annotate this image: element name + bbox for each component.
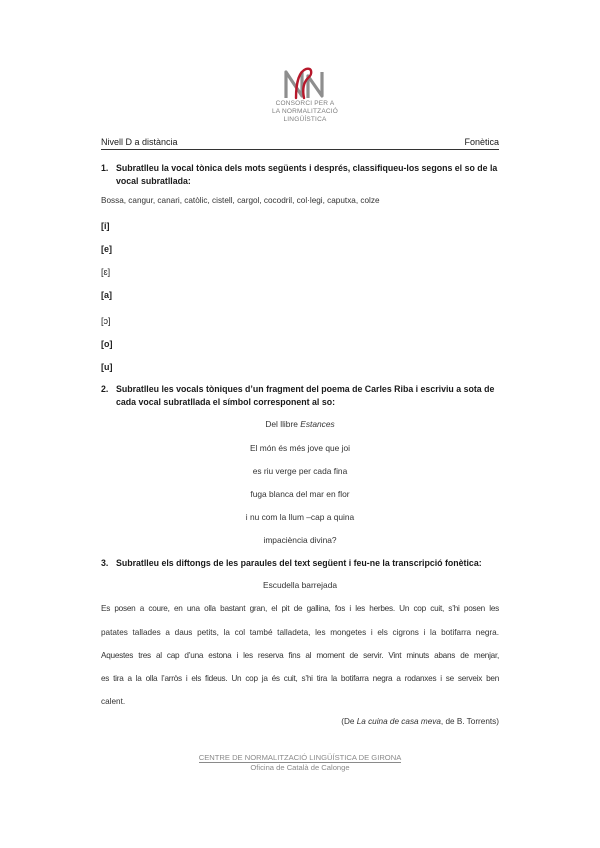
source-book-title: La cuina de casa meva bbox=[356, 717, 441, 726]
question-1-number: 1. bbox=[101, 163, 109, 173]
poem-line: i nu com la llum –cap a quina bbox=[245, 512, 355, 522]
recipe-paragraph-line: calent. bbox=[101, 697, 126, 706]
document-header bbox=[101, 137, 499, 149]
ipa-symbol-a: [a] bbox=[101, 290, 112, 300]
subject-label: Fonètica bbox=[464, 137, 499, 147]
consorci-logo bbox=[260, 66, 350, 136]
poem-title-book: Estances bbox=[300, 419, 335, 429]
question-3-text: Subratlleu els diftongs de les paraules del text següent i feu-ne la transcripció fonètica: bbox=[116, 558, 482, 568]
question-2-text: Subratlleu les vocals tòniques d’un fragment del poema de Carles Riba i escriviu a sota de cada vocal subratllada el símbol corresponent al so: bbox=[116, 384, 495, 407]
header-divider bbox=[101, 149, 499, 150]
poem-line: El món és més jove que joi bbox=[249, 443, 351, 453]
question-1 bbox=[101, 162, 499, 188]
footer-office: Oficina de Català de Calonge bbox=[250, 763, 350, 772]
question-3 bbox=[101, 557, 499, 570]
recipe-paragraph-line: Aquestes tres al cap d’una estona i les reserva fins al moment de servir. Vint minuts abans de menjar, bbox=[101, 651, 499, 660]
ipa-symbol-open-o: [ɔ] bbox=[101, 316, 111, 326]
poem-title-prefix: Del llibre bbox=[265, 419, 301, 429]
cpnl-logo-icon bbox=[282, 66, 328, 100]
question-3-number: 3. bbox=[101, 558, 109, 568]
source-author: , de B. Torrents) bbox=[440, 717, 499, 726]
ipa-symbol-u: [u] bbox=[101, 362, 113, 372]
recipe-source bbox=[341, 717, 499, 726]
poem-line: es riu verge per cada fina bbox=[252, 466, 348, 476]
logo-text-line-1: CONSORCI PER A bbox=[275, 100, 335, 107]
recipe-paragraph-line: Es posen a coure, en una olla bastant gran, el pit de gallina, fos i les herbes. Un cop cuit, s’hi posen les bbox=[101, 604, 499, 613]
ipa-symbol-open-e: [ɛ] bbox=[101, 267, 111, 277]
recipe-paragraph-line: patates tallades a daus petits, la col també talladeta, les mongetes i els cigrons i la botifarra negra. bbox=[101, 628, 499, 637]
ipa-symbol-i: [i] bbox=[101, 221, 110, 231]
word-list: Bossa, cangur, canari, catòlic, cistell, cargol, cocodril, col·legi, caputxa, colze bbox=[101, 196, 380, 205]
ipa-symbol-e: [e] bbox=[101, 244, 112, 254]
recipe-title: Escudella barrejada bbox=[262, 580, 338, 590]
poem-line: impaciència divina? bbox=[263, 535, 337, 545]
question-1-text: Subratlleu la vocal tònica dels mots següents i després, classifiqueu-los segons el so de la vocal subratllada: bbox=[116, 163, 498, 186]
source-prefix: (De bbox=[341, 717, 357, 726]
logo-text-line-3: LINGÜÍSTICA bbox=[283, 116, 327, 123]
footer-centre bbox=[0, 753, 600, 762]
level-label: Nivell D a distància bbox=[101, 137, 178, 147]
poem-title bbox=[101, 419, 499, 429]
logo-text-line-2: LA NORMALITZACIÓ bbox=[271, 108, 339, 115]
ipa-symbol-o: [o] bbox=[101, 339, 113, 349]
question-2-number: 2. bbox=[101, 384, 109, 394]
poem-line: fuga blanca del mar en flor bbox=[250, 489, 350, 499]
footer-centre-link[interactable]: CENTRE DE NORMALITZACIÓ LINGÜÍSTICA DE GIRONA bbox=[198, 753, 402, 762]
recipe-paragraph-line: es tira a la olla l’arròs i els fideus. Un cop ja és cuit, s’hi tira la botifarra negra a rodanxes i se serveix ben bbox=[101, 674, 499, 683]
question-2 bbox=[101, 383, 499, 409]
